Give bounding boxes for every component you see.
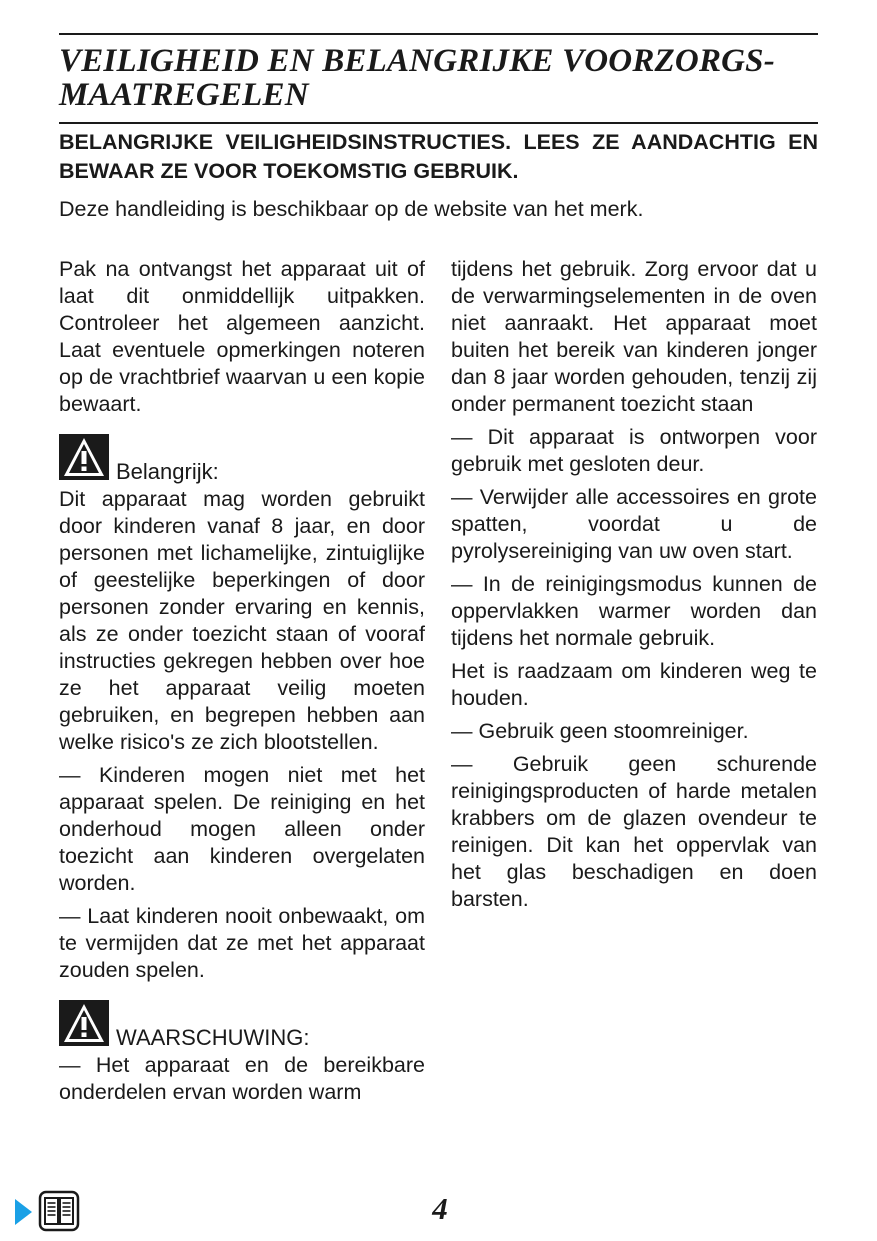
play-arrow-icon [15, 1199, 32, 1225]
unattended-paragraph: — Laat kinderen nooit onbewaakt, om te vermijden dat ze met het apparaat zouden spelen. [59, 904, 425, 982]
cleaning-mode-paragraph: — In de reinigingsmodus kunnen de oppervlakken warmer worden dan tijdens het normale gebruik. [451, 572, 817, 650]
warning-triangle-icon [59, 1000, 109, 1046]
left-column [59, 256, 425, 1112]
title-rule [59, 122, 818, 124]
intro-text: Deze handleiding is beschikbaar op de website van het merk. [59, 197, 644, 221]
no-steam-cleaner-paragraph: — Gebruik geen stoomreiniger. [451, 719, 749, 743]
warning-triangle-icon [59, 434, 109, 480]
closed-door-paragraph: — Dit apparaat is ontworpen voor gebruik met gesloten deur. [451, 425, 817, 476]
important-label: Belangrijk: [116, 459, 219, 484]
children-usage-paragraph: Dit apparaat mag worden gebruikt door kinderen vanaf 8 jaar, en door personen met lichamelijke, zintuiglijke of geestelijke beperkingen of door personen zonder ervaring en kennis, als ze onder toezicht staan of vooraf instructies gekregen hebben over hoe ze het apparaat veilig moeten gebruiken, en begrepen hebben aan welke risico's ze zich blootstellen. [59, 487, 425, 754]
page-title: VEILIGHEID EN BELANGRIJKE VOORZORGS-MAATREGELEN [59, 43, 775, 113]
right-column [451, 256, 817, 919]
hot-parts-paragraph: — Het apparaat en de bereikbare onderdelen ervan worden warm [59, 1053, 425, 1104]
remove-accessories-paragraph: — Verwijder alle accessoires en grote spatten, voordat u de pyrolysereiniging van uw oven start. [451, 485, 817, 563]
top-rule [59, 33, 818, 35]
page-number: 4 [432, 1191, 448, 1226]
warning-label: WAARSCHUWING: [116, 1025, 310, 1050]
keep-children-away-paragraph: Het is raadzaam om kinderen weg te houden. [451, 659, 817, 710]
page-footer [0, 1185, 877, 1235]
children-play-paragraph: — Kinderen mogen niet met het apparaat spelen. De reiniging en het onderhoud mogen alleen onder toezicht aan kinderen overgelaten worden. [59, 763, 425, 895]
heating-elements-paragraph: tijdens het gebruik. Zorg ervoor dat u de verwarmingselementen in de oven niet aanraakt. Het apparaat moet buiten het bereik van kinderen jonger dan 8 jaar worden gehouden, tenzij zij onder permanent toezicht staan [451, 257, 817, 416]
manual-book-icon [38, 1190, 80, 1232]
important-heading [59, 434, 425, 484]
warning-heading [59, 1000, 425, 1050]
unpack-paragraph: Pak na ontvangst het apparaat uit of laat dit onmiddellijk uitpakken. Controleer het algemeen aanzicht. Laat eventuele opmerkingen noteren op de vrachtbrief waarvan u een kopie bewaart. [59, 257, 425, 416]
safety-subtitle: BELANGRIJKE VEILIGHEIDSINSTRUCTIES. LEES ZE AANDACHTIG EN BEWAAR ZE VOOR TOEKOMSTIG GEBRUIK. [59, 130, 818, 183]
no-abrasive-paragraph: — Gebruik geen schurende reinigingsproducten of harde metalen krabbers om de glazen ovendeur te reinigen. Dit kan het oppervlak van het glas beschadigen en doen barsten. [451, 752, 817, 911]
